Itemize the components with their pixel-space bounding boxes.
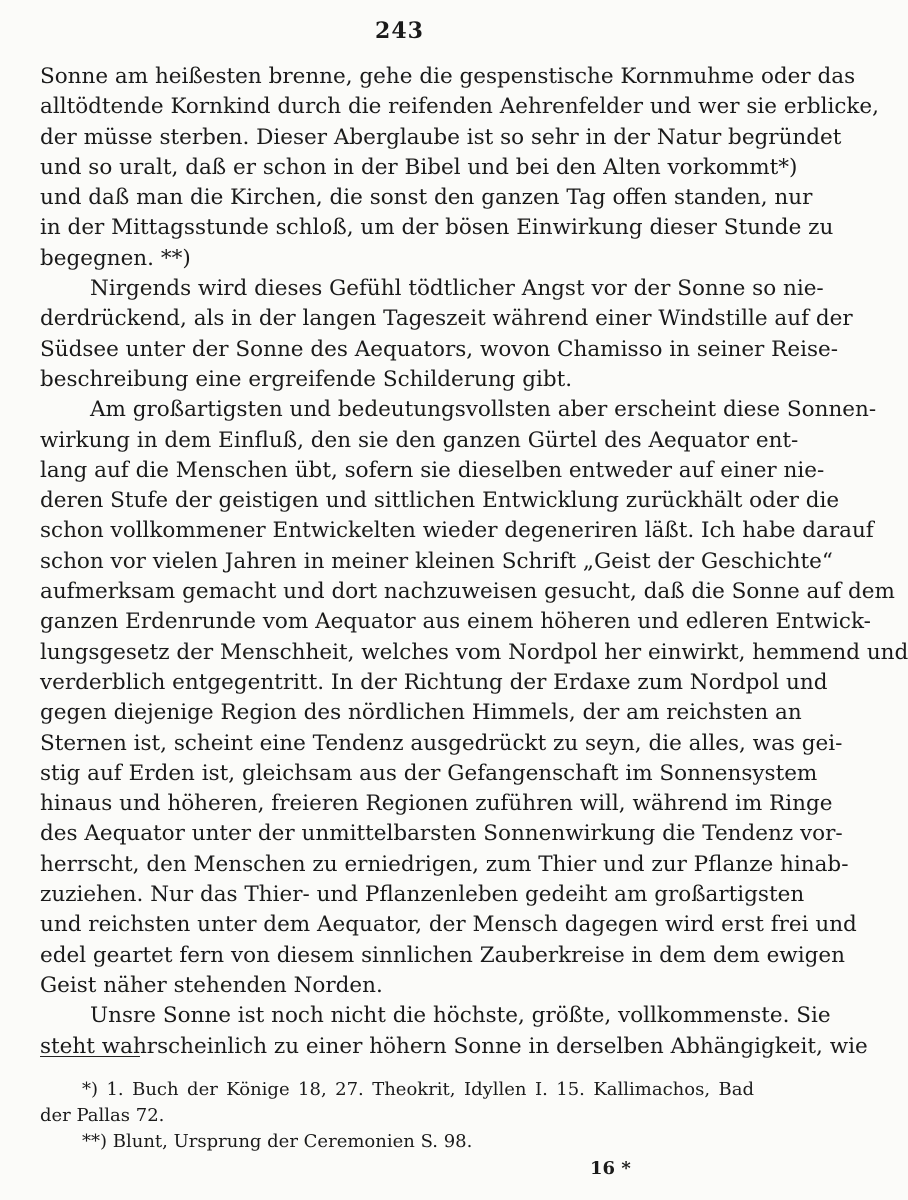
page-number: 243 [375, 18, 424, 44]
text-line: der müsse sterben. Dieser Aberglaube ist so sehr in der Natur begründet [40, 124, 842, 150]
text-line: und reichsten unter dem Aequator, der Mensch dagegen wird erst frei und [40, 912, 857, 938]
footnote-line: der Pallas 72. [40, 1105, 165, 1126]
footnote-line: *) 1. Buch der Könige 18, 27. Theokrit, Idyllen I. 15. Kallimachos, Bad [82, 1079, 754, 1100]
body-text [40, 62, 908, 1062]
footnotes [40, 1077, 754, 1155]
text-line: Sonne am heißesten brenne, gehe die gespenstische Kornmuhme oder das [40, 64, 856, 89]
text-line: beschreibung eine ergreifende Schilderung gibt. [40, 366, 573, 392]
text-line: lang auf die Menschen übt, sofern sie dieselben entweder auf einer nie- [40, 457, 825, 483]
text-line: und so uralt, daß er schon in der Bibel und bei den Alten vorkommt*) [40, 154, 798, 180]
text-line: Geist näher stehenden Norden. [40, 972, 383, 998]
text-line: herrscht, den Menschen zu erniedrigen, zum Thier und zur Pflanze hinab- [40, 851, 849, 877]
text-line: edel geartet fern von diesem sinnlichen Zauberkreise in dem dem ewigen [40, 942, 845, 968]
footnote-rule [40, 1056, 140, 1057]
text-line: Am großartigsten und bedeutungsvollsten aber erscheint diese Sonnen- [90, 397, 877, 423]
text-line: deren Stufe der geistigen und sittlichen Entwicklung zurückhält oder die [40, 488, 840, 514]
text-line: Sternen ist, scheint eine Tendenz ausgedrückt zu seyn, die alles, was gei- [40, 730, 843, 756]
text-line: verderblich entgegentritt. In der Richtung der Erdaxe zum Nordpol und [40, 669, 828, 695]
text-line: Unsre Sonne ist noch nicht die höchste, größte, vollkommenste. Sie [90, 1003, 831, 1029]
text-line: lungsgesetz der Menschheit, welches vom Nordpol her einwirkt, hemmend und [40, 639, 908, 665]
text-line: hinaus und höheren, freieren Regionen zuführen will, während im Ringe [40, 791, 833, 817]
text-line: aufmerksam gemacht und dort nachzuweisen gesucht, daß die Sonne auf dem [40, 579, 895, 605]
text-line: stig auf Erden ist, gleichsam aus der Gefangenschaft im Sonnensystem [40, 760, 818, 786]
text-line: des Aequator unter der unmittelbarsten Sonnenwirkung die Tendenz vor- [40, 821, 843, 847]
text-line: Nirgends wird dieses Gefühl tödtlicher Angst vor der Sonne so nie- [90, 276, 824, 302]
text-line: und daß man die Kirchen, die sonst den ganzen Tag offen standen, nur [40, 185, 813, 211]
text-line: gegen diejenige Region des nördlichen Himmels, der am reichsten an [40, 700, 802, 726]
text-line: begegnen. **) [40, 245, 191, 271]
text-line: wirkung in dem Einfluß, den sie den ganzen Gürtel des Aequator ent- [40, 427, 799, 453]
text-line: steht wahrscheinlich zu einer höhern Sonne in derselben Abhängigkeit, wie [40, 1033, 868, 1059]
text-line: zuziehen. Nur das Thier- und Pflanzenleben gedeiht am großartigsten [40, 882, 805, 908]
text-line: ganzen Erdenrunde vom Aequator aus einem höheren und edleren Entwick- [40, 609, 871, 635]
text-line: alltödtende Kornkind durch die reifenden Aehrenfelder und wer sie erblicke, [40, 94, 879, 120]
signature-mark: 16 * [590, 1158, 631, 1179]
text-line: schon vor vielen Jahren in meiner kleinen Schrift „Geist der Geschichte“ [40, 548, 833, 574]
text-line: schon vollkommener Entwickelten wieder degeneriren läßt. Ich habe darauf [40, 518, 874, 544]
text-line: in der Mittagsstunde schloß, um der bösen Einwirkung dieser Stunde zu [40, 215, 834, 241]
footnote-line: **) Blunt, Ursprung der Ceremonien S. 98. [82, 1131, 473, 1152]
text-line: Südsee unter der Sonne des Aequators, wovon Chamisso in seiner Reise- [40, 336, 838, 362]
text-line: derdrückend, als in der langen Tageszeit während einer Windstille auf der [40, 306, 853, 332]
